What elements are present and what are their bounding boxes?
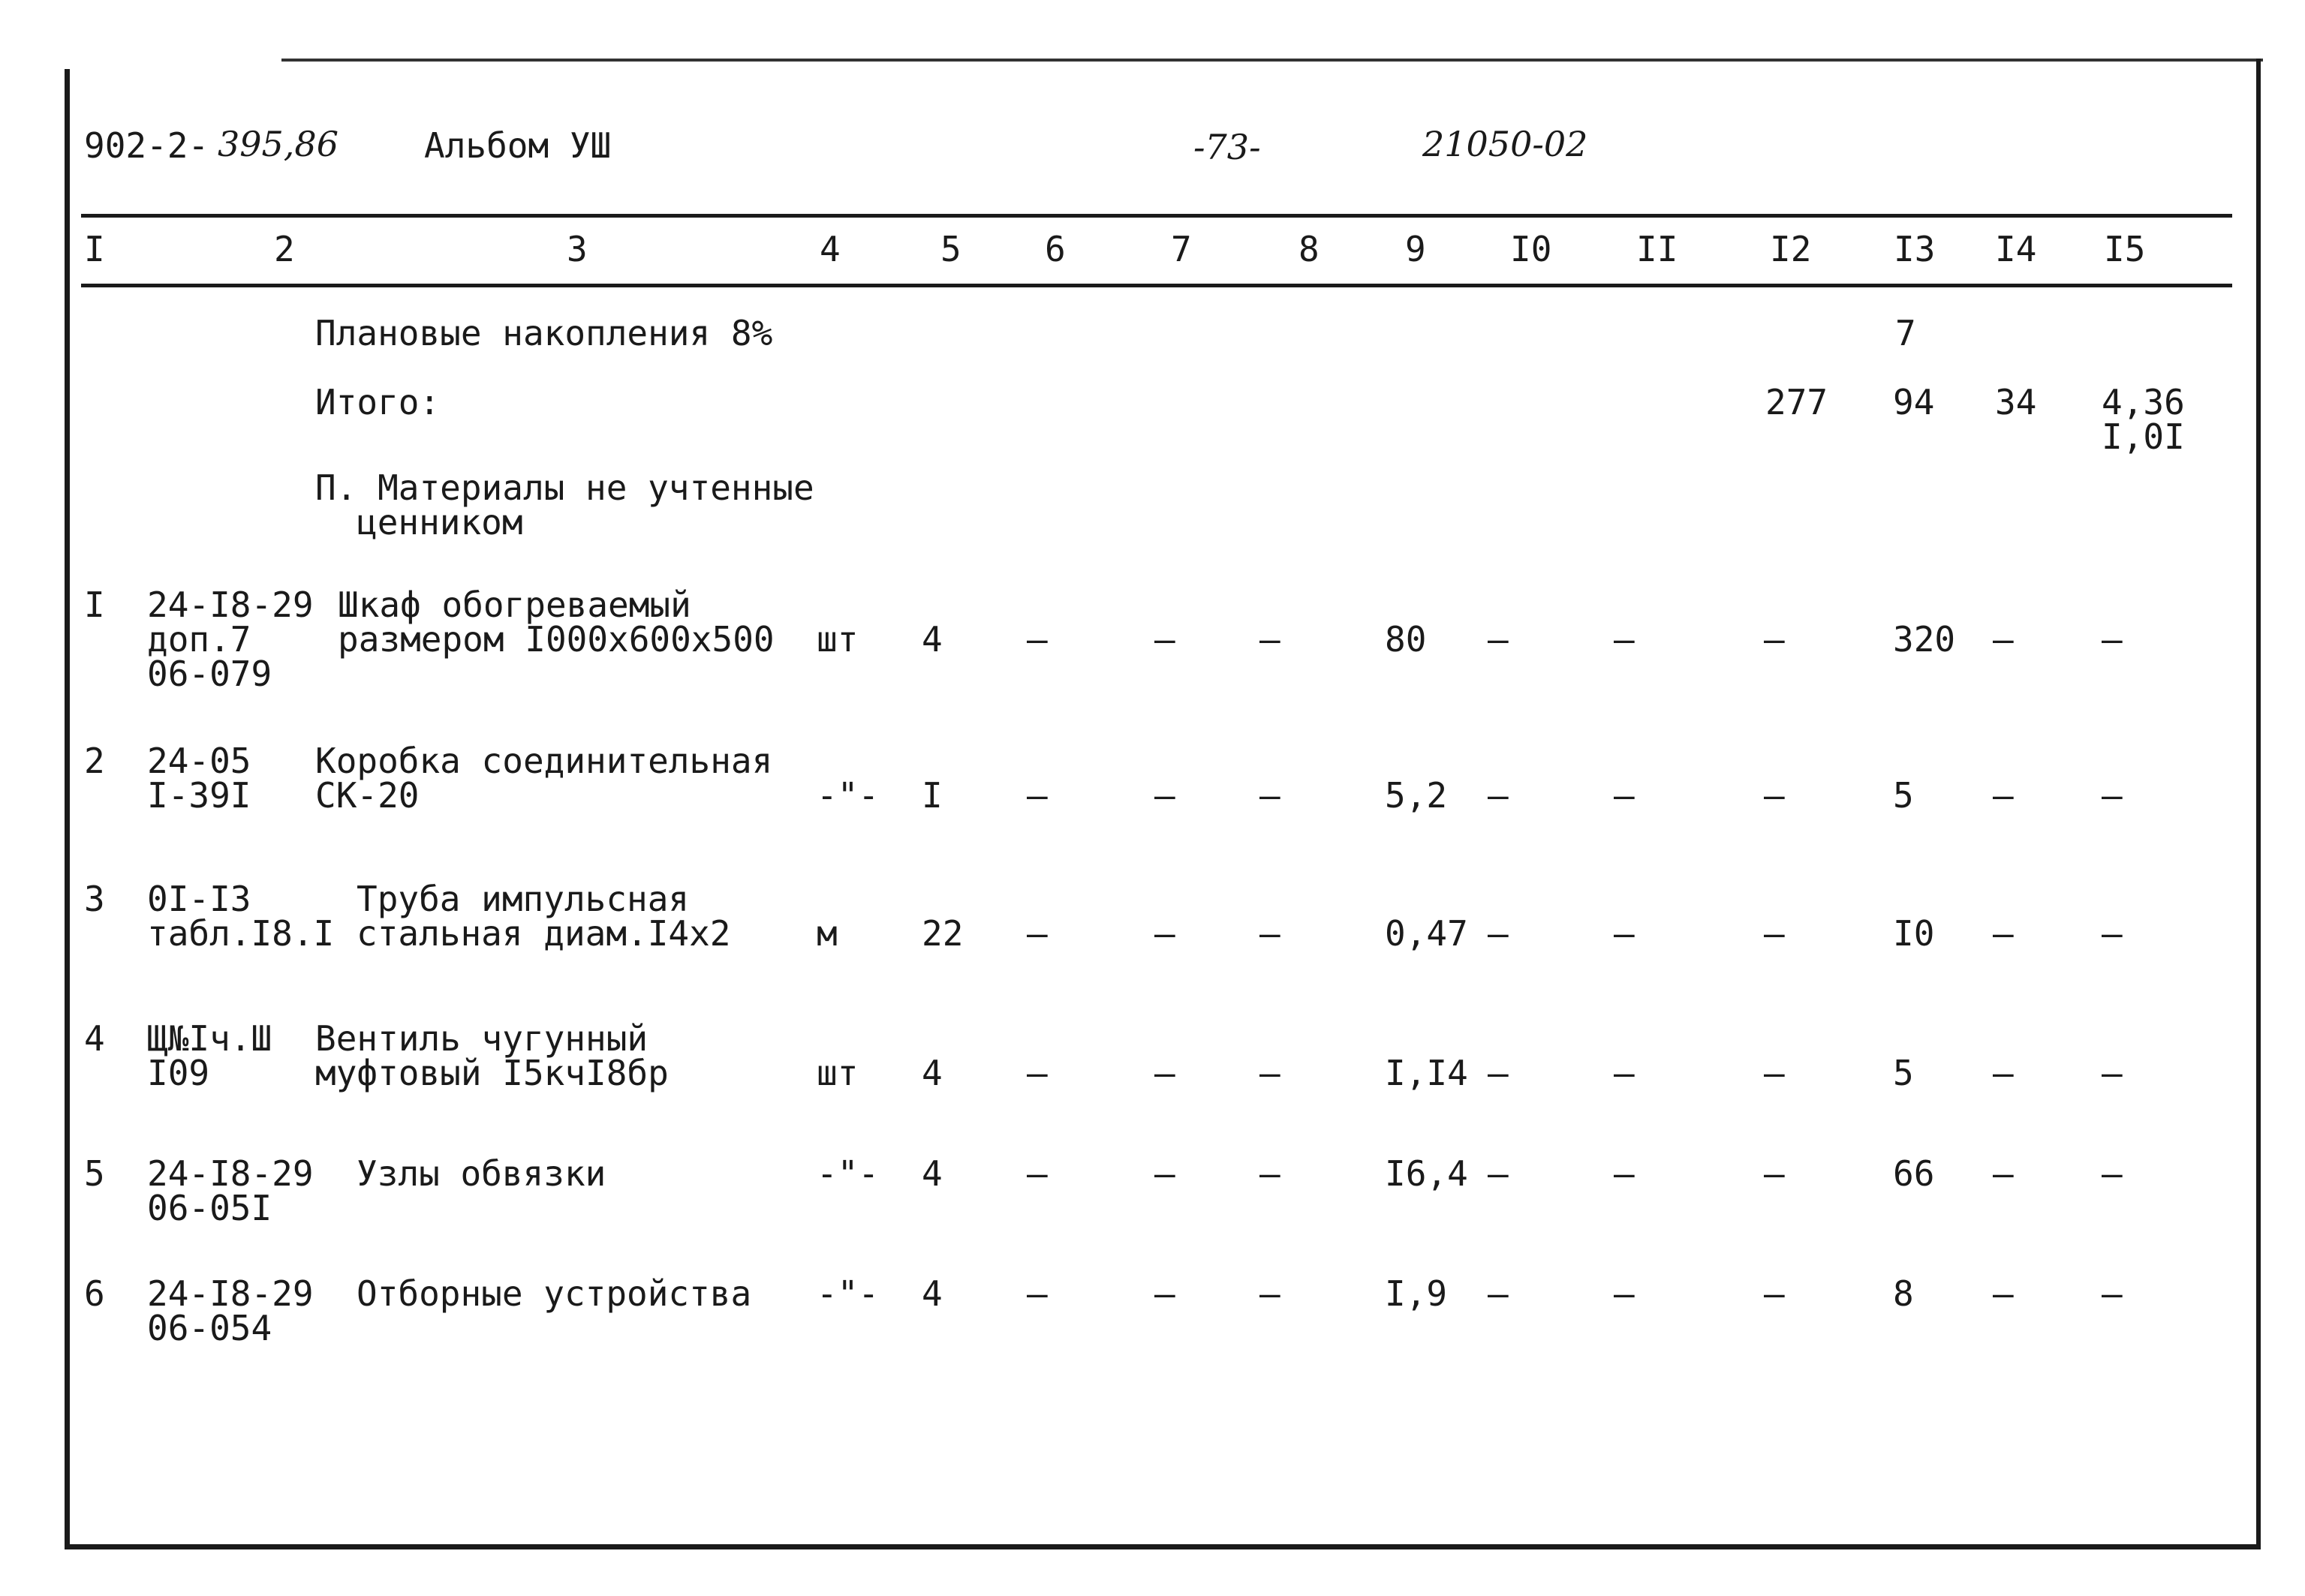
column-header-5: 5 xyxy=(940,229,961,269)
row-1-col11: – xyxy=(1614,619,1635,660)
row-3-col14: – xyxy=(1993,913,2014,954)
row-6-col6: – xyxy=(1027,1273,1048,1314)
row-6-unit: -"- xyxy=(817,1273,880,1314)
row-3-name-line2: стальная диам.I4x2 xyxy=(357,913,731,954)
row-3-col9: 0,47 xyxy=(1385,913,1468,954)
row-1-col13: 320 xyxy=(1893,619,1956,660)
column-header-8: 8 xyxy=(1298,229,1320,269)
row-6-number: 6 xyxy=(84,1273,105,1314)
page-number: -73- xyxy=(1193,127,1261,167)
row-1-col9: 80 xyxy=(1385,619,1427,660)
frame-left-border xyxy=(65,69,70,1549)
row-3-name-line1: Труба импульсная xyxy=(357,879,690,919)
total-col12: 277 xyxy=(1765,382,1828,422)
row-5-col7: – xyxy=(1154,1153,1175,1194)
row-6-col12: – xyxy=(1764,1273,1785,1314)
row-3-col7: – xyxy=(1154,913,1175,954)
row-4-code-line2: I09 xyxy=(147,1053,210,1093)
column-header-7: 7 xyxy=(1171,229,1192,269)
row-5-code-line2: 06-05I xyxy=(147,1188,272,1228)
row-2-col9: 5,2 xyxy=(1385,775,1448,816)
total-col15-line1: 4,36 xyxy=(2102,382,2185,422)
row-3-col6: – xyxy=(1027,913,1048,954)
row-1-col15: – xyxy=(2102,619,2123,660)
row-4-col12: – xyxy=(1764,1053,1785,1093)
column-header-6: 6 xyxy=(1045,229,1066,269)
row-2-qty: I xyxy=(922,775,943,816)
total-label: Итого: xyxy=(315,382,441,422)
row-2-code-line1: 24-05 xyxy=(147,741,251,781)
column-header-12: I2 xyxy=(1770,229,1812,269)
row-3-col11: – xyxy=(1614,913,1635,954)
row-3-col15: – xyxy=(2102,913,2123,954)
row-6-qty: 4 xyxy=(922,1273,943,1314)
row-2-number: 2 xyxy=(84,741,105,781)
row-5-number: 5 xyxy=(84,1153,105,1194)
row-1-col14: – xyxy=(1993,619,2014,660)
row-2-unit: -"- xyxy=(817,775,880,816)
total-col13: 94 xyxy=(1893,382,1935,422)
row-6-col7: – xyxy=(1154,1273,1175,1314)
row-2-col7: – xyxy=(1154,775,1175,816)
row-5-col15: – xyxy=(2102,1153,2123,1194)
section-title-line1: П. Материалы не учтенные xyxy=(315,467,814,508)
row-1-qty: 4 xyxy=(922,619,943,660)
planned-accumulation-col13: 7 xyxy=(1895,313,1916,353)
total-col15-line2: I,0I xyxy=(2102,416,2185,457)
row-3-number: 3 xyxy=(84,879,105,919)
row-2-col15: – xyxy=(2102,775,2123,816)
doc-number-prefix: 902-2- xyxy=(84,125,209,166)
section-title-line2: ценником xyxy=(357,502,523,543)
document-code: 21050-02 xyxy=(1422,124,1588,164)
row-4-code-line1: Щ№Iч.Ш xyxy=(147,1018,272,1059)
column-header-11: II xyxy=(1636,229,1678,269)
row-5-unit: -"- xyxy=(817,1153,880,1194)
row-4-col14: – xyxy=(1993,1053,2014,1093)
column-header-3: 3 xyxy=(567,229,588,269)
row-6-col14: – xyxy=(1993,1273,2014,1314)
column-header-9: 9 xyxy=(1405,229,1426,269)
column-header-2: 2 xyxy=(274,229,295,269)
doc-number-handwritten: 395,86 xyxy=(218,124,339,164)
row-1-number: I xyxy=(84,585,105,625)
column-header-15: I5 xyxy=(2104,229,2146,269)
row-2-col14: – xyxy=(1993,775,2014,816)
row-4-name-line2: муфтовый I5кчI8бр xyxy=(315,1053,669,1093)
row-5-name-line1: Узлы обвязки xyxy=(357,1153,606,1194)
frame-right-border xyxy=(2256,59,2261,1549)
row-3-col10: – xyxy=(1488,913,1509,954)
row-1-name-line2: размером I000x600x500 xyxy=(338,619,775,660)
row-2-col6: – xyxy=(1027,775,1048,816)
column-header-4: 4 xyxy=(820,229,841,269)
row-2-code-line2: I-39I xyxy=(147,775,251,816)
row-1-code-line2: доп.7 xyxy=(147,619,251,660)
row-1-code-line1: 24-I8-29 xyxy=(147,585,314,625)
row-2-col12: – xyxy=(1764,775,1785,816)
column-header-14: I4 xyxy=(1995,229,2037,269)
total-col14: 34 xyxy=(1995,382,2037,422)
row-5-col12: – xyxy=(1764,1153,1785,1194)
row-2-name-line1: Коробка соединительная xyxy=(315,741,773,781)
row-2-col11: – xyxy=(1614,775,1635,816)
row-3-qty: 22 xyxy=(922,913,964,954)
row-4-col10: – xyxy=(1488,1053,1509,1093)
row-1-col12: – xyxy=(1764,619,1785,660)
row-3-col8: – xyxy=(1259,913,1280,954)
row-4-number: 4 xyxy=(84,1018,105,1059)
row-6-col15: – xyxy=(2102,1273,2123,1314)
album-title: Альбом УШ xyxy=(424,125,612,166)
row-6-name-line1: Отборные устройства xyxy=(357,1273,752,1314)
row-3-col12: – xyxy=(1764,913,1785,954)
row-4-name-line1: Вентиль чугунный xyxy=(315,1018,648,1059)
row-4-col7: – xyxy=(1154,1053,1175,1093)
row-4-col8: – xyxy=(1259,1053,1280,1093)
header-rule-top xyxy=(81,214,2232,218)
row-6-col11: – xyxy=(1614,1273,1635,1314)
row-1-col10: – xyxy=(1488,619,1509,660)
row-5-col11: – xyxy=(1614,1153,1635,1194)
row-6-code-line2: 06-054 xyxy=(147,1308,272,1348)
row-6-col9: I,9 xyxy=(1385,1273,1448,1314)
row-5-col8: – xyxy=(1259,1153,1280,1194)
row-4-qty: 4 xyxy=(922,1053,943,1093)
frame-bottom-border xyxy=(65,1544,2261,1549)
row-6-code-line1: 24-I8-29 xyxy=(147,1273,314,1314)
header-rule-bottom xyxy=(81,284,2232,287)
row-3-col13: I0 xyxy=(1893,913,1935,954)
row-2-col10: – xyxy=(1488,775,1509,816)
row-5-col14: – xyxy=(1993,1153,2014,1194)
row-3-code-line2: табл.I8.I xyxy=(147,913,335,954)
column-header-1: I xyxy=(84,229,105,269)
row-5-col10: – xyxy=(1488,1153,1509,1194)
row-2-name-line2: СК-20 xyxy=(315,775,420,816)
row-5-code-line1: 24-I8-29 xyxy=(147,1153,314,1194)
planned-accumulation-label: Плановые накопления 8% xyxy=(315,313,773,353)
row-6-col8: – xyxy=(1259,1273,1280,1314)
column-header-10: I0 xyxy=(1510,229,1552,269)
row-2-col8: – xyxy=(1259,775,1280,816)
row-3-code-line1: 0I-I3 xyxy=(147,879,251,919)
row-2-col13: 5 xyxy=(1893,775,1914,816)
row-1-unit: шт xyxy=(817,619,859,660)
row-6-col13: 8 xyxy=(1893,1273,1914,1314)
row-5-qty: 4 xyxy=(922,1153,943,1194)
row-5-col13: 66 xyxy=(1893,1153,1935,1194)
row-1-col7: – xyxy=(1154,619,1175,660)
row-4-col6: – xyxy=(1027,1053,1048,1093)
row-1-code-line3: 06-079 xyxy=(147,654,272,694)
row-5-col9: I6,4 xyxy=(1385,1153,1468,1194)
row-4-col9: I,I4 xyxy=(1385,1053,1468,1093)
row-4-col15: – xyxy=(2102,1053,2123,1093)
row-1-col8: – xyxy=(1259,619,1280,660)
row-4-col13: 5 xyxy=(1893,1053,1914,1093)
row-1-col6: – xyxy=(1027,619,1048,660)
row-1-name-line1: Шкаф обогреваемый xyxy=(338,585,691,625)
frame-top-border xyxy=(281,59,2263,62)
row-6-col10: – xyxy=(1488,1273,1509,1314)
row-4-unit: шт xyxy=(817,1053,859,1093)
row-4-col11: – xyxy=(1614,1053,1635,1093)
row-5-col6: – xyxy=(1027,1153,1048,1194)
column-header-13: I3 xyxy=(1894,229,1936,269)
row-3-unit: м xyxy=(817,913,838,954)
